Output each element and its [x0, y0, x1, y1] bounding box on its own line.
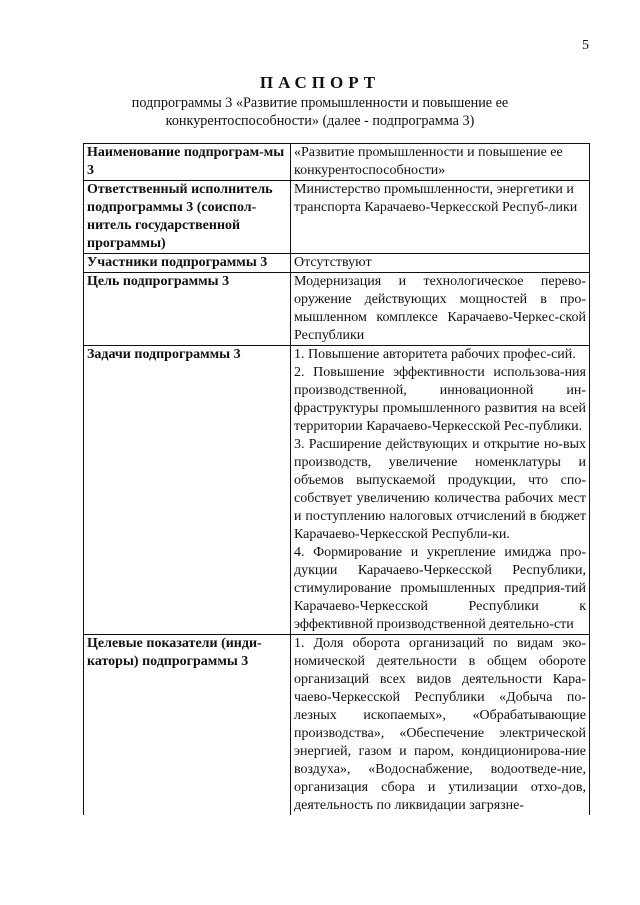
document-subtitle — [120, 94, 520, 130]
table-row-participants — [84, 254, 590, 273]
page-number: 5 — [582, 38, 589, 53]
table-row-goal — [84, 273, 590, 346]
row-value: 1. Доля оборота организаций по видам эко-номической деятельности в общем обороте организаций всех видов деятельности Кара-чаево-Черкесской Республики «Добыча по-лезных ископаемых», «Обрабатывающие производства», «Обеспечение электрической энергией, газом и паром, кондиционирова-ние воздуха», «Водоснабжение, водоотведе-ние, организация сбора и утилизации отхо-дов, деятельность по ликвидации загрязне- — [291, 635, 590, 816]
row-label: Задачи подпрограммы 3 — [84, 346, 291, 635]
row-value: Отсутствуют — [291, 254, 590, 273]
row-label: Цель подпрограммы 3 — [84, 273, 291, 346]
row-label: Участники подпрограммы 3 — [84, 254, 291, 273]
task-item: 2. Повышение эффективности использова-ния производственной, инновационной ин-фраструктуры промышленного развития на всей территории Карачаево-Черкесской Рес-публики. — [294, 365, 586, 434]
table-row-tasks — [84, 346, 590, 635]
row-label: Целевые показатели (инди-каторы) подпрограммы 3 — [84, 635, 291, 816]
passport-table — [83, 143, 590, 815]
task-item: 4. Формирование и укрепление имиджа про-дукции Карачаево-Черкесской Республики, стимулирование промышленных предприя-тий Карачаево-Черкесской Республики к эффективной производственной деятельно-сти — [294, 545, 586, 632]
row-value: Модернизация и технологическое перево-оружение действующих мощностей в про-мышленном комплексе Карачаево-Черкес-ской Республики — [291, 273, 590, 346]
task-item: 3. Расширение действующих и открытие но-вых производств, увеличение номенклатуры и объемов выпускаемой продукции, что спо-собствует увеличению количества рабочих мест и поступлению налоговых отчислений в бюджет Карачаево-Черкесской Республи-ки. — [294, 437, 586, 542]
table-row-executor — [84, 181, 590, 254]
row-value: «Развитие промышленности и повышение ее конкурентоспособности» — [291, 144, 590, 181]
subtitle-line-2: конкурентоспособности» (далее - подпрограмма 3) — [165, 113, 475, 129]
document-title: ПАСПОРТ — [259, 73, 381, 92]
table-row-indicators — [84, 635, 590, 816]
row-label: Ответственный исполнитель подпрограммы 3 (соиспол-нитель государственной программы) — [84, 181, 291, 254]
table-row-name — [84, 144, 590, 181]
task-item: 1. Повышение авторитета рабочих профес-сий. — [294, 347, 576, 362]
row-value: Министерство промышленности, энергетики и транспорта Карачаево-Черкесской Респуб-лики — [291, 181, 590, 254]
row-value-list — [291, 346, 590, 635]
row-label: Наименование подпрограм-мы 3 — [84, 144, 291, 181]
subtitle-line-1: подпрограммы 3 «Развитие промышленности и повышение ее — [131, 95, 509, 111]
